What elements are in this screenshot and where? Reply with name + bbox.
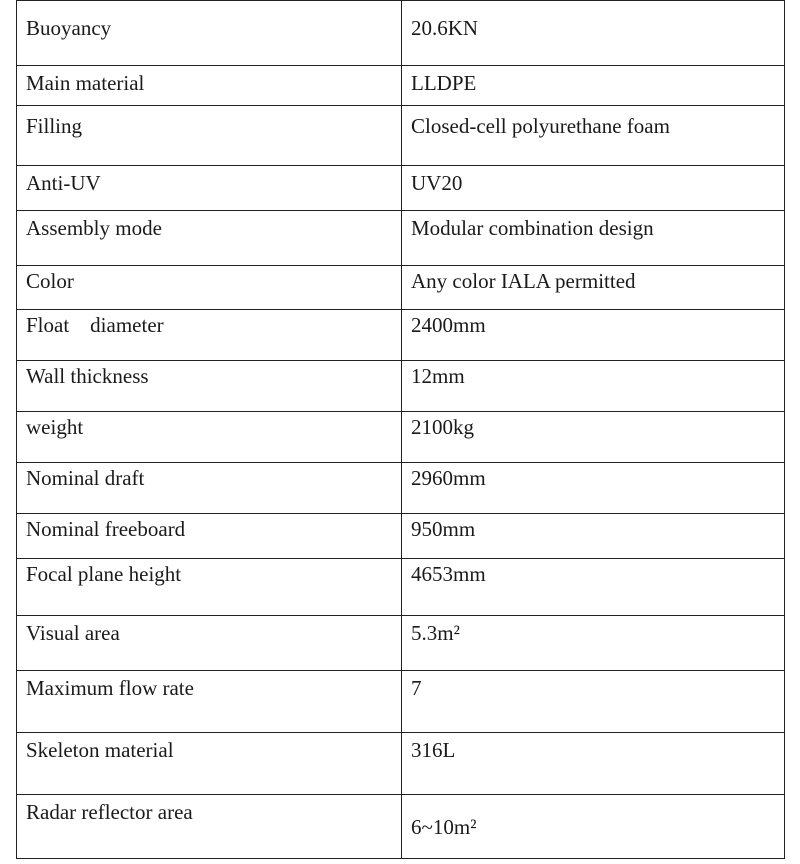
value-nominal-freeboard: 950mm [411,517,476,541]
value-filling: Closed-cell polyurethane foam [411,114,670,138]
row-label [17,361,402,412]
table-row [17,733,785,795]
table-row [17,514,785,559]
table-row [17,66,785,106]
table-row [17,559,785,616]
row-value [402,211,785,266]
label-focal-plane-height: Focal plane height [26,562,182,586]
label-assembly-mode: Assembly mode [26,216,162,240]
row-value [402,514,785,559]
table-row [17,106,785,166]
value-buoyancy: 20.6KN [411,16,479,40]
value-color: Any color IALA permitted [411,269,636,293]
row-value [402,1,785,66]
table-row [17,412,785,463]
row-label [17,412,402,463]
value-main-material: LLDPE [411,71,477,95]
value-assembly-mode: Modular combination design [411,216,654,240]
value-nominal-draft: 2960mm [411,466,486,490]
row-label [17,514,402,559]
value-float-diameter: 2400mm [411,313,486,337]
row-value [402,463,785,514]
label-float-diameter: Float diameter [26,313,164,337]
row-label [17,463,402,514]
label-nominal-draft: Nominal draft [26,466,145,490]
table-row [17,361,785,412]
value-maximum-flow-rate: 7 [411,676,422,700]
row-label [17,1,402,66]
row-value [402,795,785,859]
value-visual-area: 5.3m² [411,621,460,645]
specifications-table [16,0,785,859]
label-skeleton-material: Skeleton material [26,738,174,762]
row-value [402,266,785,310]
row-label [17,266,402,310]
table-row [17,166,785,211]
table-row [17,795,785,859]
row-value [402,166,785,211]
row-label [17,795,402,859]
value-weight: 2100kg [411,415,474,439]
label-main-material: Main material [26,71,145,95]
label-maximum-flow-rate: Maximum flow rate [26,676,194,700]
row-value [402,616,785,671]
table-row [17,310,785,361]
row-value [402,733,785,795]
value-focal-plane-height: 4653mm [411,562,486,586]
table-row [17,463,785,514]
label-radar-reflector-area: Radar reflector area [26,800,193,824]
value-radar-reflector-area: 6~10m² [411,815,477,839]
label-anti-uv: Anti-UV [26,171,101,195]
label-nominal-freeboard: Nominal freeboard [26,517,186,541]
row-value [402,106,785,166]
row-value [402,559,785,616]
label-filling: Filling [26,114,83,138]
row-label [17,310,402,361]
value-skeleton-material: 316L [411,738,456,762]
row-value [402,66,785,106]
row-label [17,671,402,733]
label-wall-thickness: Wall thickness [26,364,149,388]
value-wall-thickness: 12mm [411,364,465,388]
row-label [17,616,402,671]
row-value [402,412,785,463]
row-value [402,671,785,733]
table-row [17,616,785,671]
row-label [17,66,402,106]
value-anti-uv: UV20 [411,171,463,195]
table-row [17,671,785,733]
table-row [17,211,785,266]
row-label [17,211,402,266]
label-buoyancy: Buoyancy [26,16,112,40]
row-label [17,559,402,616]
table-row [17,266,785,310]
row-label [17,166,402,211]
label-visual-area: Visual area [26,621,120,645]
row-label [17,733,402,795]
label-weight: weight [26,415,84,439]
row-value [402,310,785,361]
table-row [17,1,785,66]
row-value [402,361,785,412]
label-color: Color [26,269,74,293]
row-label [17,106,402,166]
